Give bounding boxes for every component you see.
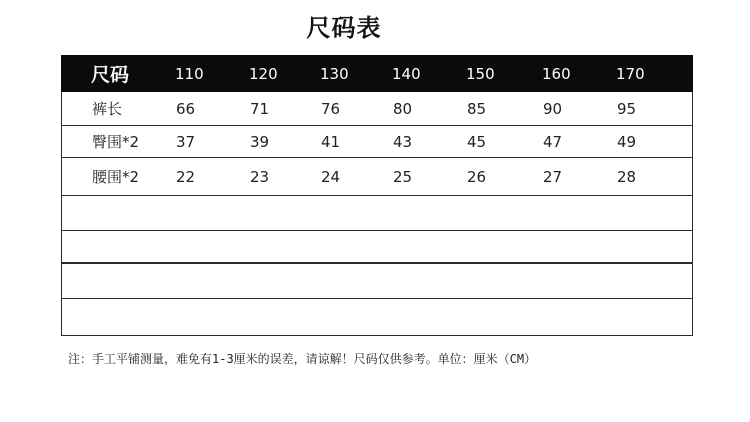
table-cell: 25: [393, 167, 413, 186]
table-cell: 71: [250, 99, 270, 118]
table-cell: 26: [467, 167, 487, 186]
table-cell: 49: [617, 132, 637, 151]
table-cell: 27: [543, 167, 563, 186]
table-row: [62, 92, 692, 125]
table-header-row: [61, 55, 693, 92]
table-cell: 24: [321, 167, 341, 186]
header-size-cell: 120: [249, 64, 278, 83]
header-size-cell: 110: [175, 64, 204, 83]
page-title: 尺码表: [306, 14, 382, 42]
row-label: 腰围*2: [92, 168, 140, 186]
table-cell: 22: [176, 167, 196, 186]
table-cell: 28: [617, 167, 637, 186]
table-cell: 95: [617, 99, 637, 118]
measurement-note: 注：手工平铺测量，难免有1-3厘米的误差，请谅解！尺码仅供参考。单位：厘米（CM）: [68, 352, 537, 366]
table-row-empty: [62, 196, 692, 231]
table-cell: 85: [467, 99, 487, 118]
table-cell: 23: [250, 167, 270, 186]
row-label: 裤长: [92, 100, 123, 118]
table-cell: 41: [321, 132, 341, 151]
header-label: 尺码: [91, 64, 130, 86]
table-row-empty: [62, 231, 692, 264]
header-size-cell: 150: [466, 64, 495, 83]
table-row-empty: [62, 264, 692, 299]
table-cell: 39: [250, 132, 270, 151]
header-size-cell: 130: [320, 64, 349, 83]
table-cell: 47: [543, 132, 563, 151]
header-size-cell: 140: [392, 64, 421, 83]
table-cell: 43: [393, 132, 413, 151]
header-size-cell: 160: [542, 64, 571, 83]
table-row: [62, 158, 692, 196]
table-row: [62, 125, 692, 158]
table-cell: 45: [467, 132, 487, 151]
table-cell: 66: [176, 99, 196, 118]
table-cell: 76: [321, 99, 341, 118]
size-chart-table: [61, 55, 693, 336]
table-cell: 90: [543, 99, 563, 118]
table-cell: 37: [176, 132, 196, 151]
row-label: 臀围*2: [92, 133, 140, 151]
table-cell: 80: [393, 99, 413, 118]
header-size-cell: 170: [616, 64, 645, 83]
table-row-empty: [62, 299, 692, 335]
